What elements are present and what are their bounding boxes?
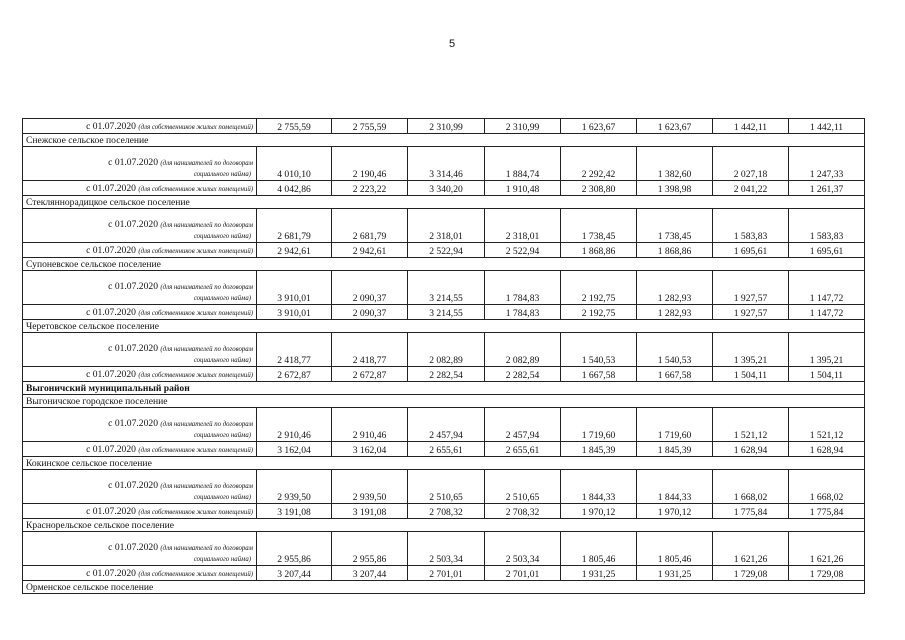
settlement-name: Орменское сельское поселение [23, 581, 865, 594]
tariff-value-cell: 1 521,12 [789, 408, 865, 442]
tariff-row-tenants [23, 209, 865, 243]
tenants-note-line2: социального найма) [193, 432, 251, 439]
tariff-value-cell: 1 719,60 [561, 408, 637, 442]
tariff-value-cell: 2 503,34 [408, 532, 485, 566]
row-label [23, 566, 257, 581]
settlement-header-row [23, 320, 865, 333]
date-label: с 01.07.2020 [108, 281, 158, 292]
tariff-row-tenants [23, 147, 865, 181]
date-label: с 01.07.2020 [86, 245, 136, 256]
tariff-row-owners [23, 119, 865, 134]
settlement-header-row [23, 258, 865, 271]
tariff-value-cell: 3 910,01 [257, 305, 332, 320]
tariff-value-cell: 1 775,84 [789, 504, 865, 519]
tenants-note-line1: (для нанимателей по договорам [160, 545, 253, 552]
tariff-value-cell: 1 784,83 [485, 271, 561, 305]
tariff-value-cell: 1 667,58 [561, 367, 637, 382]
tenants-note-line2: социального найма) [193, 171, 251, 178]
tariff-value-cell: 1 970,12 [561, 504, 637, 519]
tariff-value-cell: 2 755,59 [332, 119, 408, 134]
district-header-row [23, 382, 865, 395]
row-label [23, 442, 257, 457]
tariff-value-cell: 1 540,53 [561, 333, 637, 367]
tariff-value-cell: 1 845,39 [637, 442, 713, 457]
settlement-header-row [23, 196, 865, 209]
tariff-value-cell: 3 207,44 [257, 566, 332, 581]
tariff-value-cell: 1 442,11 [713, 119, 789, 134]
tariff-value-cell: 3 910,01 [257, 271, 332, 305]
tariff-value-cell: 2 910,46 [257, 408, 332, 442]
tariff-value-cell: 1 927,57 [713, 305, 789, 320]
page-number: 5 [448, 38, 456, 50]
tariff-value-cell: 2 955,86 [257, 532, 332, 566]
row-label [23, 367, 257, 382]
tariff-value-cell: 3 191,08 [332, 504, 408, 519]
tariff-value-cell: 1 147,72 [789, 305, 865, 320]
tariff-value-cell: 1 395,21 [789, 333, 865, 367]
tariff-value-cell: 1 719,60 [637, 408, 713, 442]
settlement-name: Супоневское сельское поселение [23, 258, 865, 271]
tariff-value-cell: 3 314,46 [408, 147, 485, 181]
tariff-value-cell: 4 010,10 [257, 147, 332, 181]
tariff-value-cell: 2 027,18 [713, 147, 789, 181]
row-label [23, 119, 257, 134]
tariff-value-cell: 3 207,44 [332, 566, 408, 581]
tenants-note-line2: социального найма) [193, 357, 251, 364]
tariff-value-cell: 2 457,94 [408, 408, 485, 442]
date-label: с 01.07.2020 [86, 444, 136, 455]
tariff-value-cell: 2 090,37 [332, 305, 408, 320]
tariff-value-cell: 2 308,80 [561, 181, 637, 196]
tariff-value-cell: 1 844,33 [561, 470, 637, 504]
tenants-note-line1: (для нанимателей по договорам [160, 284, 253, 291]
tariff-row-tenants [23, 408, 865, 442]
tariff-value-cell: 2 192,75 [561, 271, 637, 305]
tariff-value-cell: 1 910,48 [485, 181, 561, 196]
date-label: с 01.07.2020 [108, 542, 158, 553]
row-label [23, 243, 257, 258]
tariff-row-tenants [23, 532, 865, 566]
tariff-row-owners [23, 566, 865, 581]
tariff-value-cell: 1 845,39 [561, 442, 637, 457]
settlement-header-row [23, 519, 865, 532]
tariff-value-cell: 2 082,89 [408, 333, 485, 367]
row-label [23, 209, 257, 243]
tariff-value-cell: 2 701,01 [408, 566, 485, 581]
tariff-value-cell: 2 672,87 [257, 367, 332, 382]
tariff-value-cell: 1 729,08 [789, 566, 865, 581]
date-label: с 01.07.2020 [108, 157, 158, 168]
tariff-value-cell: 2 510,65 [408, 470, 485, 504]
owners-note: (для собственников жилых помещений) [138, 447, 253, 454]
tariff-value-cell: 2 708,32 [485, 504, 561, 519]
tariff-value-cell: 2 282,54 [408, 367, 485, 382]
tariff-value-cell: 1 805,46 [637, 532, 713, 566]
row-label [23, 333, 257, 367]
tariff-value-cell: 2 708,32 [408, 504, 485, 519]
tariff-value-cell: 2 457,94 [485, 408, 561, 442]
tariff-value-cell: 1 395,21 [713, 333, 789, 367]
row-label [23, 181, 257, 196]
owners-note: (для собственников жилых помещений) [138, 248, 253, 255]
tariff-value-cell: 2 292,42 [561, 147, 637, 181]
tariff-row-owners [23, 243, 865, 258]
tenants-note-line1: (для нанимателей по договорам [160, 160, 253, 167]
settlement-name: Стекляннорадицкое сельское поселение [23, 196, 865, 209]
tariff-row-owners [23, 504, 865, 519]
tariff-value-cell: 1 970,12 [637, 504, 713, 519]
row-label [23, 271, 257, 305]
tariff-row-tenants [23, 470, 865, 504]
tariff-value-cell: 1 668,02 [789, 470, 865, 504]
district-name: Выгоничский муниципальный район [23, 382, 865, 395]
tariff-value-cell: 1 868,86 [637, 243, 713, 258]
settlement-header-row [23, 134, 865, 147]
date-label: с 01.07.2020 [108, 219, 158, 230]
tariff-row-owners [23, 367, 865, 382]
tariff-value-cell: 1 844,33 [637, 470, 713, 504]
tariff-value-cell: 2 090,37 [332, 271, 408, 305]
tariff-value-cell: 1 504,11 [789, 367, 865, 382]
tariff-value-cell: 1 442,11 [789, 119, 865, 134]
tariff-value-cell: 1 729,08 [713, 566, 789, 581]
tenants-note-line1: (для нанимателей по договорам [160, 421, 253, 428]
tariff-value-cell: 3 191,08 [257, 504, 332, 519]
tariff-value-cell: 1 398,98 [637, 181, 713, 196]
tariff-value-cell: 2 318,01 [408, 209, 485, 243]
tariff-value-cell: 2 310,99 [408, 119, 485, 134]
settlement-name: Выгоничское городское поселение [23, 395, 865, 408]
tariff-value-cell: 2 522,94 [485, 243, 561, 258]
owners-note: (для собственников жилых помещений) [138, 124, 253, 131]
tariff-value-cell: 1 695,61 [789, 243, 865, 258]
tariff-value-cell: 2 701,01 [485, 566, 561, 581]
date-label: с 01.07.2020 [86, 121, 136, 132]
tariff-row-tenants [23, 333, 865, 367]
tariff-value-cell: 3 340,20 [408, 181, 485, 196]
tariff-value-cell: 1 884,74 [485, 147, 561, 181]
tariff-table [22, 118, 865, 594]
row-label [23, 532, 257, 566]
tariff-value-cell: 2 310,99 [485, 119, 561, 134]
tenants-note-line2: социального найма) [193, 295, 251, 302]
owners-note: (для собственников жилых помещений) [138, 509, 253, 516]
tariff-value-cell: 1 621,26 [789, 532, 865, 566]
owners-note: (для собственников жилых помещений) [138, 571, 253, 578]
tariff-value-cell: 1 668,02 [713, 470, 789, 504]
tariff-value-cell: 2 041,22 [713, 181, 789, 196]
tariff-value-cell: 2 655,61 [485, 442, 561, 457]
tariff-value-cell: 1 628,94 [789, 442, 865, 457]
tariff-value-cell: 2 681,79 [332, 209, 408, 243]
tariff-value-cell: 1 667,58 [637, 367, 713, 382]
tariff-value-cell: 2 418,77 [257, 333, 332, 367]
tariff-value-cell: 1 147,72 [789, 271, 865, 305]
tariff-value-cell: 2 522,94 [408, 243, 485, 258]
tariff-value-cell: 1 931,25 [637, 566, 713, 581]
tariff-value-cell: 1 261,37 [789, 181, 865, 196]
tariff-value-cell: 4 042,86 [257, 181, 332, 196]
tenants-note-line2: социального найма) [193, 556, 251, 563]
tariff-value-cell: 2 681,79 [257, 209, 332, 243]
owners-note: (для собственников жилых помещений) [138, 186, 253, 193]
tariff-value-cell: 1 695,61 [713, 243, 789, 258]
tariff-value-cell: 2 942,61 [257, 243, 332, 258]
tariff-value-cell: 1 623,67 [637, 119, 713, 134]
owners-note: (для собственников жилых помещений) [138, 372, 253, 379]
tariff-value-cell: 1 583,83 [713, 209, 789, 243]
tariff-row-owners [23, 442, 865, 457]
date-label: с 01.07.2020 [108, 480, 158, 491]
tariff-value-cell: 1 805,46 [561, 532, 637, 566]
tariff-value-cell: 1 504,11 [713, 367, 789, 382]
row-label [23, 470, 257, 504]
tariff-value-cell: 1 738,45 [637, 209, 713, 243]
tariff-value-cell: 3 162,04 [257, 442, 332, 457]
tariff-value-cell: 3 214,55 [408, 305, 485, 320]
tariff-value-cell: 2 655,61 [408, 442, 485, 457]
tariff-row-tenants [23, 271, 865, 305]
tariff-value-cell: 2 418,77 [332, 333, 408, 367]
tariff-value-cell: 2 282,54 [485, 367, 561, 382]
tariff-value-cell: 1 623,67 [561, 119, 637, 134]
tariff-value-cell: 3 162,04 [332, 442, 408, 457]
date-label: с 01.07.2020 [86, 506, 136, 517]
date-label: с 01.07.2020 [108, 418, 158, 429]
tariff-value-cell: 2 910,46 [332, 408, 408, 442]
row-label [23, 305, 257, 320]
tariff-value-cell: 2 939,50 [257, 470, 332, 504]
row-label [23, 408, 257, 442]
tariff-value-cell: 3 214,55 [408, 271, 485, 305]
tariff-value-cell: 1 775,84 [713, 504, 789, 519]
tariff-value-cell: 1 521,12 [713, 408, 789, 442]
tariff-value-cell: 2 318,01 [485, 209, 561, 243]
tariff-value-cell: 2 672,87 [332, 367, 408, 382]
tariff-value-cell: 2 223,22 [332, 181, 408, 196]
date-label: с 01.07.2020 [86, 369, 136, 380]
tariff-value-cell: 2 939,50 [332, 470, 408, 504]
tenants-note-line2: социального найма) [193, 494, 251, 501]
tariff-value-cell: 1 784,83 [485, 305, 561, 320]
tariff-value-cell: 1 247,33 [789, 147, 865, 181]
tariff-value-cell: 1 628,94 [713, 442, 789, 457]
settlement-header-row [23, 395, 865, 408]
tariff-value-cell: 2 192,75 [561, 305, 637, 320]
tariff-value-cell: 2 510,65 [485, 470, 561, 504]
tariff-value-cell: 2 082,89 [485, 333, 561, 367]
tariff-value-cell: 1 382,60 [637, 147, 713, 181]
tariff-value-cell: 1 927,57 [713, 271, 789, 305]
tariff-value-cell: 1 738,45 [561, 209, 637, 243]
settlement-name: Кокинское сельское поселение [23, 457, 865, 470]
tenants-note-line2: социального найма) [193, 233, 251, 240]
tariff-row-owners [23, 181, 865, 196]
tariff-value-cell: 1 931,25 [561, 566, 637, 581]
tariff-value-cell: 2 942,61 [332, 243, 408, 258]
row-label [23, 504, 257, 519]
tariff-value-cell: 2 755,59 [257, 119, 332, 134]
tariff-value-cell: 2 503,34 [485, 532, 561, 566]
date-label: с 01.07.2020 [86, 307, 136, 318]
tariff-value-cell: 1 282,93 [637, 305, 713, 320]
settlement-name: Краснорельское сельское поселение [23, 519, 865, 532]
owners-note: (для собственников жилых помещений) [138, 310, 253, 317]
settlement-header-row [23, 457, 865, 470]
settlement-name: Снежское сельское поселение [23, 134, 865, 147]
tariff-value-cell: 1 868,86 [561, 243, 637, 258]
settlement-header-row [23, 581, 865, 594]
tariff-value-cell: 2 190,46 [332, 147, 408, 181]
tariff-value-cell: 1 621,26 [713, 532, 789, 566]
date-label: с 01.07.2020 [86, 568, 136, 579]
tenants-note-line1: (для нанимателей по договорам [160, 346, 253, 353]
tariff-row-owners [23, 305, 865, 320]
date-label: с 01.07.2020 [86, 183, 136, 194]
row-label [23, 147, 257, 181]
tariff-value-cell: 1 282,93 [637, 271, 713, 305]
date-label: с 01.07.2020 [108, 343, 158, 354]
tariff-value-cell: 2 955,86 [332, 532, 408, 566]
tariff-value-cell: 1 540,53 [637, 333, 713, 367]
settlement-name: Черетовское сельское поселение [23, 320, 865, 333]
tenants-note-line1: (для нанимателей по договорам [160, 483, 253, 490]
tariff-value-cell: 1 583,83 [789, 209, 865, 243]
tenants-note-line1: (для нанимателей по договорам [160, 222, 253, 229]
